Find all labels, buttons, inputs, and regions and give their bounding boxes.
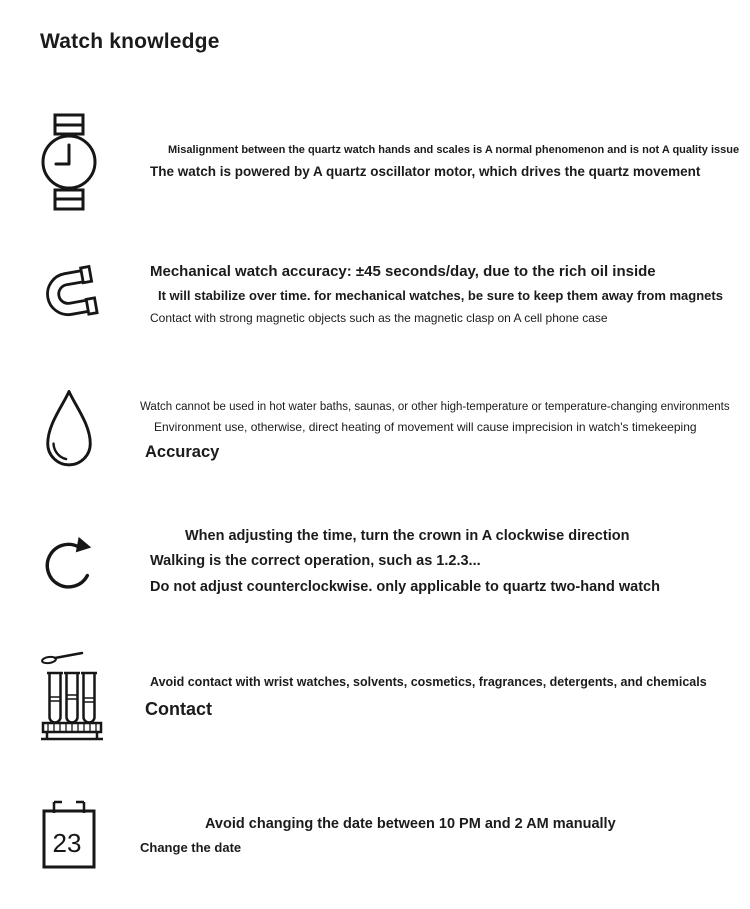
chemicals-icon-svg [40, 651, 104, 747]
info-line: It will stabilize over time. for mechanical watches, be sure to keep them away from magnets [158, 288, 723, 304]
section-time-adjustment [40, 524, 740, 600]
magnet-icon-svg [40, 264, 100, 324]
calendar-day-number: 23 [52, 828, 82, 859]
clockwise-arrow-icon-svg [40, 528, 98, 596]
section-text [140, 812, 740, 860]
info-line: Do not adjust counterclockwise. only applicable to quartz two-hand watch [150, 578, 660, 595]
info-line: Misalignment between the quartz watch hands and scales is A normal phenomenon and is not A quality issue [168, 143, 740, 156]
info-line: Avoid changing the date between 10 PM and 2 AM manually [205, 816, 616, 833]
info-line: Avoid contact with wrist watches, solvents, cosmetics, fragrances, detergents, and chemicals [150, 675, 707, 690]
watch-icon [40, 112, 150, 212]
section-text [140, 397, 740, 467]
info-line: Contact [145, 699, 212, 720]
info-line: Watch cannot be used in hot water baths, saunas, or other high-temperature or temperature-changing environments [140, 401, 730, 413]
section-quartz-movement [40, 112, 740, 212]
section-text [150, 524, 740, 600]
clockwise-arrow-icon [40, 528, 150, 596]
calendar-icon [40, 797, 150, 875]
section-magnetism [40, 259, 740, 329]
info-line: Change the date [140, 840, 242, 856]
page-title: Watch knowledge [40, 30, 220, 53]
info-line: Walking is the correct operation, such as 1.2.3... [150, 553, 481, 570]
section-temperature [40, 387, 740, 477]
water-drop-icon-svg [40, 387, 98, 477]
info-line: When adjusting the time, turn the crown in A clockwise direction [185, 528, 630, 544]
info-line: Accuracy [145, 443, 220, 462]
calendar-icon-svg [40, 797, 98, 875]
section-text [145, 672, 740, 725]
info-line: Environment use, otherwise, direct heating of movement will cause imprecision in watch's timekeeping [154, 420, 697, 435]
section-text [150, 259, 740, 329]
info-line: Contact with strong magnetic objects such as the magnetic clasp on A cell phone case [150, 311, 608, 325]
magnet-icon [40, 264, 150, 324]
section-text [150, 141, 740, 184]
info-line: Mechanical watch accuracy: ±45 seconds/day, due to the rich oil inside [150, 263, 656, 280]
section-date-change [40, 797, 740, 875]
chemicals-icon [40, 651, 150, 747]
info-line: The watch is powered by A quartz oscillator motor, which drives the quartz movement [150, 163, 701, 179]
water-drop-icon [40, 387, 150, 477]
section-chemicals [40, 651, 740, 747]
watch-icon-svg [40, 112, 98, 212]
